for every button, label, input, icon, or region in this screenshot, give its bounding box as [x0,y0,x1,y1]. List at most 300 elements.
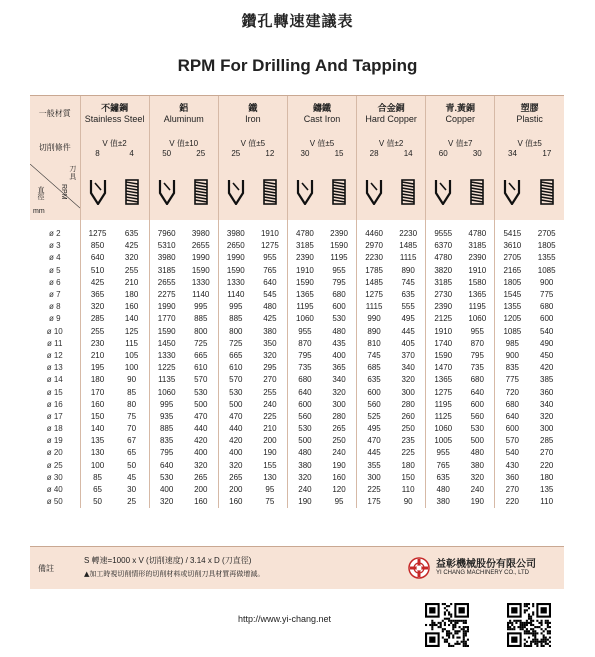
cutting-condition [149,132,218,164]
diameter-cell: ø 12 [46,350,63,360]
rpm-cell: 360 [495,471,530,483]
rpm-cell: 295 [263,363,277,373]
rpm-cell: 545 [263,290,277,300]
rpm-cell: 285 [80,313,115,325]
rpm-cell: 470 [218,410,253,422]
title-english: RPM For Drilling And Tapping [177,56,418,75]
rpm-cell: 160 [124,302,139,312]
rpm-cell: 75 [265,497,275,507]
material-name-zh: 不鏽鋼 [101,102,129,113]
company-logo-icon [408,557,430,579]
rpm-cell: 800 [194,326,208,336]
title-chinese: 鑽孔轉速建議表 [241,12,354,30]
tap-icon [322,164,357,220]
rpm-cell: 1365 [287,288,322,300]
tap-icon [184,164,219,220]
rpm-cell: 530 [470,424,484,434]
rpm-cell: 150 [401,472,415,482]
rpm-cell: 955 [263,253,277,263]
rpm-cell: 140 [80,423,115,435]
rpm-cell: 1060 [287,313,322,325]
rpm-cell: 745 [357,349,392,361]
rpm-cell: 480 [263,302,277,312]
cutting-condition [218,132,287,164]
rpm-cell: 405 [401,338,415,348]
rpm-cell: 1590 [287,276,322,288]
speed-drill: 34 [508,148,517,158]
rpm-cell: 1740 [426,337,461,349]
rpm-cell: 300 [357,471,392,483]
diameter-cell: ø 8 [48,302,61,312]
rpm-cell: 1770 [149,313,184,325]
table-row [30,496,564,508]
rpm-cell: 560 [470,411,484,421]
rpm-cell: 380 [470,460,484,470]
mm-label: mm [33,207,45,215]
rpm-cell: 125 [124,326,139,336]
rpm-cell: 635 [401,290,415,300]
rpm-cell: 265 [332,424,346,434]
material-header [149,96,218,132]
rpm-cell: 600 [332,302,346,312]
rpm-cell: 270 [540,448,554,458]
rpm-cell: 540 [540,326,554,336]
material-name-zh: 鋁 [179,102,189,113]
rpm-cell: 210 [263,424,277,434]
rpm-cell: 2230 [357,252,392,264]
rpm-cell: 320 [401,375,415,385]
diameter-cell: ø 40 [46,485,63,495]
rpm-cell: 640 [495,410,530,422]
rpm-cell: 380 [287,459,322,471]
material-header [357,96,426,132]
cutting-condition [357,132,426,164]
material-name-zh: 鐵 [248,102,258,113]
rpm-cell: 735 [287,362,322,374]
rpm-cell: 400 [194,448,208,458]
table-row [30,313,564,325]
rpm-cell: 110 [540,497,554,507]
rpm-cell: 680 [470,375,484,385]
table-row [30,240,564,252]
rpm-cell: 70 [127,424,137,434]
rpm-cell: 1085 [495,325,530,337]
table-row [30,276,564,288]
rpm-cell: 2275 [149,288,184,300]
rpm-cell: 130 [263,472,277,482]
v-value: V 值±5 [240,138,266,148]
rpm-cell: 1910 [287,264,322,276]
rpm-cell: 1195 [468,302,486,312]
cutting-condition [495,132,564,164]
rpm-cell: 2390 [330,229,348,239]
speed-drill: 60 [438,148,448,158]
rpm-cell: 300 [401,387,415,397]
rpm-cell: 935 [149,410,184,422]
v-value: V 值±2 [102,138,127,148]
table-row [30,398,564,410]
rpm-cell: 4460 [357,220,392,240]
diameter-cell: ø 6 [48,277,61,287]
material-header [287,96,356,132]
rpm-cell: 665 [194,350,208,360]
rpm-cell: 955 [426,447,461,459]
rpm-cell: 120 [332,485,346,495]
rpm-cell: 3820 [426,264,461,276]
rpm-cell: 500 [287,435,322,447]
rpm-cell: 470 [357,435,392,447]
rpm-cell: 1485 [357,276,392,288]
rpm-cell: 835 [149,435,184,447]
rpm-cell: 445 [357,447,392,459]
rpm-cell: 1785 [357,264,392,276]
rpm-cell: 1225 [149,362,184,374]
rpm-cell: 795 [470,350,484,360]
rpm-cell: 365 [80,288,115,300]
rpm-cell: 200 [194,485,208,495]
rpm-cell: 3185 [287,240,322,252]
table-row [30,386,564,398]
rpm-cell: 400 [332,350,346,360]
rpm-label: RPM [60,183,67,200]
speed-tap: 25 [196,148,206,158]
rpm-cell: 635 [426,471,461,483]
diameter-cell: ø 20 [46,448,63,458]
rpm-cell: 555 [401,302,415,312]
rpm-cell: 3980 [218,220,253,240]
rpm-cell: 300 [332,399,346,409]
v-value: V 值±2 [378,138,404,148]
rpm-cell: 180 [540,472,554,482]
diameter-cell: ø 2 [48,229,61,239]
condition-label: 切削條件 [30,132,80,164]
rpm-cell: 240 [287,483,322,495]
company-name-en: YI CHANG MACHINERY CO., LTD [436,570,530,576]
rpm-cell: 1355 [495,301,530,313]
rpm-cell: 3610 [495,240,530,252]
rpm-cell: 320 [263,350,277,360]
table-row [30,349,564,361]
diameter-cell: ø 5 [48,265,61,275]
rpm-cell: 1330 [191,277,210,287]
rpm-cell: 610 [218,362,253,374]
table-row [30,362,564,374]
rpm-cell: 490 [540,338,554,348]
rpm-cell: 45 [127,472,137,482]
rpm-cell: 500 [470,436,484,446]
rpm-cell: 1275 [426,386,461,398]
rpm-cell: 130 [80,447,115,459]
rpm-cell: 1330 [218,276,253,288]
rpm-cell: 530 [218,386,253,398]
rpm-cell: 885 [194,314,208,324]
rpm-cell: 320 [80,301,115,313]
rpm-cell: 510 [80,264,115,276]
website-link[interactable]: http://www.yi-chang.net [238,614,332,624]
rpm-cell: 1330 [149,349,184,361]
rpm-cell: 885 [218,313,253,325]
rpm-cell: 570 [194,375,208,385]
rpm-cell: 1590 [149,325,184,337]
rpm-cell: 400 [218,447,253,459]
rpm-cell: 810 [357,337,392,349]
diameter-cell: ø 10 [46,326,63,336]
diameter-cell: ø 17 [46,411,63,421]
rpm-cell: 530 [149,471,184,483]
rpm-cell: 7960 [149,220,184,240]
rpm-cell: 1365 [426,374,461,386]
rpm-cell: 67 [127,436,137,446]
rpm-cell: 190 [332,460,346,470]
rpm-cell: 640 [470,387,484,397]
rpm-cell: 240 [470,485,484,495]
rpm-cell: 990 [357,313,392,325]
rpm-cell: 1590 [218,264,253,276]
rpm-cell: 1365 [468,290,487,300]
rpm-cell: 225 [401,448,415,458]
rpm-cell: 870 [470,338,484,348]
rpm-cell: 340 [401,363,415,373]
table-row [30,252,564,264]
rpm-cell: 2970 [357,240,392,252]
rpm-cell: 745 [401,277,415,287]
rpm-cell: 210 [80,349,115,361]
rpm-cell: 180 [401,460,415,470]
material-name-en: Plastic [516,113,543,124]
rpm-cell: 680 [287,374,322,386]
rpm-cell: 480 [426,483,461,495]
rpm-cell: 665 [218,349,253,361]
rpm-cell: 9555 [426,220,461,240]
rpm-cell: 1195 [426,398,461,410]
rpm-cell: 65 [127,448,137,458]
material-name-zh: 青.黃銅 [445,102,475,113]
table-row [30,264,564,276]
speed-tap: 4 [129,148,134,158]
speed-tap: 30 [472,148,482,158]
v-value: V 值±10 [169,138,199,148]
rpm-cell: 255 [263,387,277,397]
rpm-cell: 480 [332,326,346,336]
rpm-cell: 320 [287,471,322,483]
rpm-cell: 4780 [468,229,487,239]
rpm-cell: 725 [194,338,208,348]
speed-tap: 15 [334,148,344,158]
rpm-cell: 3185 [426,276,461,288]
rpm-cell: 985 [495,337,530,349]
rpm-cell: 155 [263,460,277,470]
rpm-cell: 105 [124,350,139,360]
table-row [30,447,564,459]
rpm-cell: 870 [287,337,322,349]
rpm-cell: 530 [332,314,346,324]
rpm-cell: 200 [263,436,277,446]
rpm-cell: 195 [80,362,115,374]
drill-bit-icon [495,164,530,220]
rpm-cell: 2390 [426,301,461,313]
table-row [30,325,564,337]
rpm-cell: 65 [80,483,115,495]
rpm-cell: 255 [124,265,139,275]
rpm-cell: 955 [470,326,484,336]
rpm-cell: 835 [495,362,530,374]
diameter-cell: ø 7 [48,290,61,300]
formula-text: S 轉速=1000 x V (切削速度) / 3.14 x D (刀直徑) [84,556,252,565]
rpm-cell: 350 [263,338,277,348]
rpm-cell: 570 [495,435,530,447]
speed-drill: 25 [231,148,241,158]
rpm-cell: 900 [495,349,530,361]
table-row [30,301,564,313]
rpm-cell: 135 [540,485,554,495]
rpm-cell: 170 [80,386,115,398]
rpm-cell: 5310 [149,240,184,252]
rpm-cell: 680 [540,302,554,312]
adjustment-note: ▲加工時視切削情形的切削材料或切削刀具材質再做增減。 [84,570,265,578]
rpm-cell: 440 [194,424,208,434]
rpm-cell: 220 [495,496,530,508]
rpm-cell: 995 [194,302,208,312]
rpm-cell: 600 [495,423,530,435]
rpm-cell: 95 [265,485,275,495]
rpm-table-sheet [30,95,564,570]
rpm-cell: 2390 [468,253,487,263]
rpm-cell: 360 [540,387,554,397]
rpm-cell: 2655 [191,241,210,251]
drill-bit-icon [149,164,184,220]
rpm-cell: 2705 [537,229,556,239]
rpm-cell: 430 [495,459,530,471]
rpm-cell: 480 [470,448,484,458]
rpm-cell: 600 [287,398,322,410]
v-value: V 值±5 [517,138,542,148]
rpm-cell: 400 [149,483,184,495]
rpm-cell: 175 [357,496,392,508]
diameter-cell: ø 19 [46,436,63,446]
rpm-cell: 240 [263,399,277,409]
rpm-cell: 995 [149,398,184,410]
rpm-cell: 1140 [218,288,253,300]
rpm-cell: 240 [332,448,346,458]
speed-drill: 28 [369,148,379,158]
rpm-cell: 1910 [260,229,279,239]
qr-code-icon [507,603,551,647]
material-name-en: Cast Iron [303,113,341,124]
rpm-cell: 480 [287,447,322,459]
rpm-cell: 250 [401,424,415,434]
rpm-cell: 795 [287,349,322,361]
diameter-cell: ø 13 [46,363,63,373]
material-name-en: Iron [245,113,261,124]
table-row [30,374,564,386]
material-header [218,96,287,132]
rpm-cell: 530 [287,423,322,435]
rpm-cell: 1125 [426,410,461,422]
rpm-cell: 440 [218,423,253,435]
tap-icon [529,164,564,220]
rpm-cell: 600 [470,399,484,409]
material-name-en: Copper [445,113,476,124]
rpm-cell: 180 [80,374,115,386]
cutting-condition [287,132,356,164]
rpm-cell: 765 [426,459,461,471]
rpm-cell: 2705 [495,252,530,264]
rpm-cell: 3185 [149,264,184,276]
rpm-cell: 425 [80,276,115,288]
table-row [30,483,564,495]
table-row [30,337,564,349]
rpm-cell: 340 [332,375,346,385]
rpm-cell: 190 [287,496,322,508]
table-row [30,459,564,471]
rpm-cell: 425 [263,314,277,324]
rpm-cell: 890 [357,325,392,337]
rpm-cell: 1205 [495,313,530,325]
v-value: V 值±5 [309,138,335,148]
rpm-cell: 2230 [399,229,418,239]
rpm-cell: 380 [426,496,461,508]
material-name-en: Hard Copper [365,113,417,124]
rpm-cell: 3980 [191,229,210,239]
cutting-condition [80,132,149,164]
rpm-cell: 340 [540,399,554,409]
rpm-cell: 1115 [399,253,417,263]
material-name-en: Stainless Steel [84,113,145,124]
material-name-zh: 鑄鐵 [312,102,331,113]
rpm-cell: 50 [127,460,137,470]
company-block [408,555,558,581]
rpm-cell: 270 [495,483,530,495]
rpm-cell: 260 [401,411,415,421]
rpm-cell: 1450 [149,337,184,349]
rpm-cell: 320 [332,387,346,397]
rpm-cell: 150 [80,410,115,422]
speed-tap: 14 [403,148,413,158]
rpm-cell: 225 [263,411,277,421]
speed-drill: 50 [162,148,172,158]
rpm-cell: 885 [149,423,184,435]
speed-drill: 8 [95,148,100,158]
diameter-cell: ø 9 [48,314,61,324]
rpm-cell: 775 [495,374,530,386]
rpm-cell: 100 [80,459,115,471]
rpm-cell: 725 [218,337,253,349]
drill-bit-icon [80,164,115,220]
rpm-cell: 320 [470,472,484,482]
rpm-cell: 6370 [426,240,461,252]
rpm-cell: 320 [149,496,184,508]
drill-bit-icon [357,164,392,220]
rpm-cell: 635 [357,374,392,386]
table-row [30,410,564,422]
rpm-cell: 280 [401,399,415,409]
notes-section [30,546,564,589]
material-name-en: Aluminum [163,113,204,124]
rpm-cell: 300 [540,424,554,434]
drill-bit-icon [426,164,461,220]
rpm-cell: 235 [401,436,415,446]
rpm-cell: 500 [218,398,253,410]
rpm-cell: 600 [357,386,392,398]
rpm-cell: 1140 [192,290,210,300]
rpm-cell: 420 [218,435,253,447]
rpm-cell: 420 [194,436,208,446]
rpm-cell: 115 [125,338,138,348]
rpm-cell: 635 [124,229,139,239]
tap-icon [460,164,495,220]
diameter-cell: ø 50 [46,497,63,507]
rpm-cell: 735 [470,363,484,373]
